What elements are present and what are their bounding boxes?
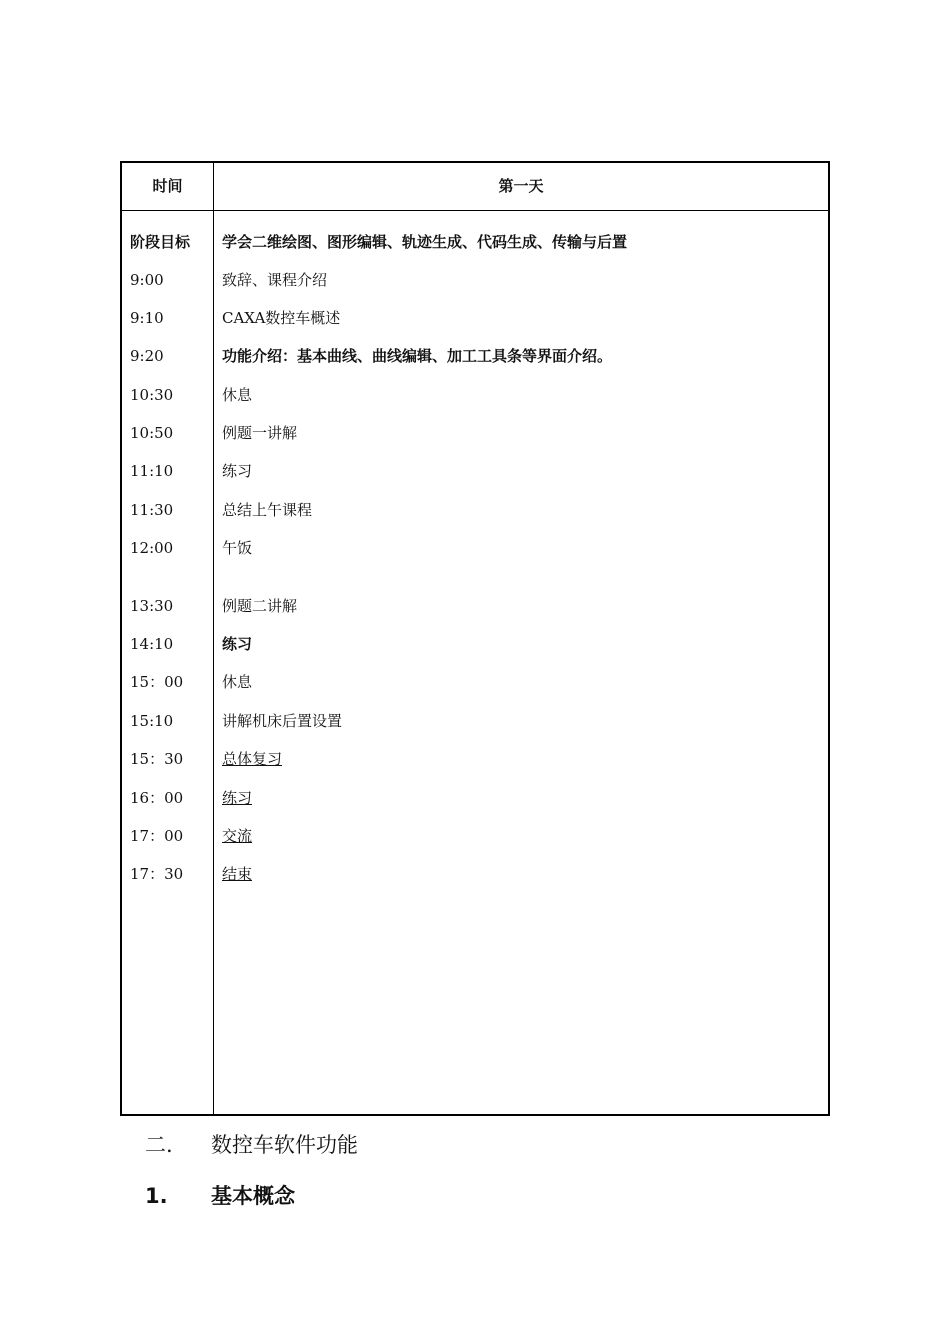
row-desc: 学会二维绘图、图形编辑、轨迹生成、代码生成、传输与后置	[222, 233, 628, 251]
row-desc: 休息	[222, 673, 253, 691]
row-time: 17：30	[130, 865, 184, 883]
row-time: 9:00	[130, 271, 164, 289]
row-desc: 午饭	[222, 539, 253, 557]
table-row	[122, 536, 828, 560]
table-row	[122, 344, 828, 368]
table-row	[122, 230, 828, 254]
row-time: 11:30	[130, 501, 174, 519]
row-time: 15：00	[130, 673, 184, 691]
row-desc: 例题一讲解	[222, 424, 298, 442]
subsection-heading	[145, 1181, 545, 1211]
table-row	[122, 632, 828, 656]
table-row	[122, 594, 828, 618]
row-desc: CAXA数控车概述	[222, 309, 341, 327]
row-desc: 交流	[222, 827, 253, 845]
subsection-number: 1.	[145, 1184, 168, 1208]
row-time: 15:10	[130, 712, 174, 730]
table-row	[122, 421, 828, 445]
header-divider	[122, 210, 828, 211]
table-row	[122, 306, 828, 330]
row-time: 10:50	[130, 424, 174, 442]
row-time: 16：00	[130, 789, 184, 807]
table-row	[122, 862, 828, 886]
table-row	[122, 498, 828, 522]
row-time: 12:00	[130, 539, 174, 557]
row-desc: 练习	[222, 789, 253, 807]
table-row	[122, 786, 828, 810]
row-time: 13:30	[130, 597, 174, 615]
row-time: 17：00	[130, 827, 184, 845]
table-row	[122, 747, 828, 771]
section-number: 二.	[145, 1133, 173, 1157]
row-desc: 休息	[222, 386, 253, 404]
table-row	[122, 709, 828, 733]
row-desc: 总结上午课程	[222, 501, 313, 519]
table-row	[122, 268, 828, 292]
row-time: 15：30	[130, 750, 184, 768]
table-row	[122, 459, 828, 483]
row-time: 10:30	[130, 386, 174, 404]
row-time: 14:10	[130, 635, 174, 653]
row-desc: 例题二讲解	[222, 597, 298, 615]
table-row	[122, 383, 828, 407]
subsection-title: 基本概念	[211, 1184, 295, 1208]
row-desc: 总体复习	[222, 750, 283, 768]
section-heading	[145, 1130, 545, 1160]
schedule-table	[120, 161, 830, 1116]
section-title: 数控车软件功能	[211, 1133, 358, 1157]
row-desc: 讲解机床后置设置	[222, 712, 343, 730]
row-time: 9:10	[130, 309, 164, 327]
row-desc: 练习	[222, 635, 253, 653]
row-desc: 致辞、课程介绍	[222, 271, 328, 289]
row-time: 11:10	[130, 462, 174, 480]
header-day: 第一天	[498, 177, 544, 195]
row-time: 阶段目标	[130, 233, 191, 251]
row-desc: 结束	[222, 865, 253, 883]
header-time: 时间	[152, 177, 183, 195]
row-time: 9:20	[130, 347, 164, 365]
row-desc: 功能介绍：基本曲线、曲线编辑、加工工具条等界面介绍。	[222, 347, 613, 365]
row-desc: 练习	[222, 462, 253, 480]
table-row	[122, 824, 828, 848]
table-row	[122, 670, 828, 694]
